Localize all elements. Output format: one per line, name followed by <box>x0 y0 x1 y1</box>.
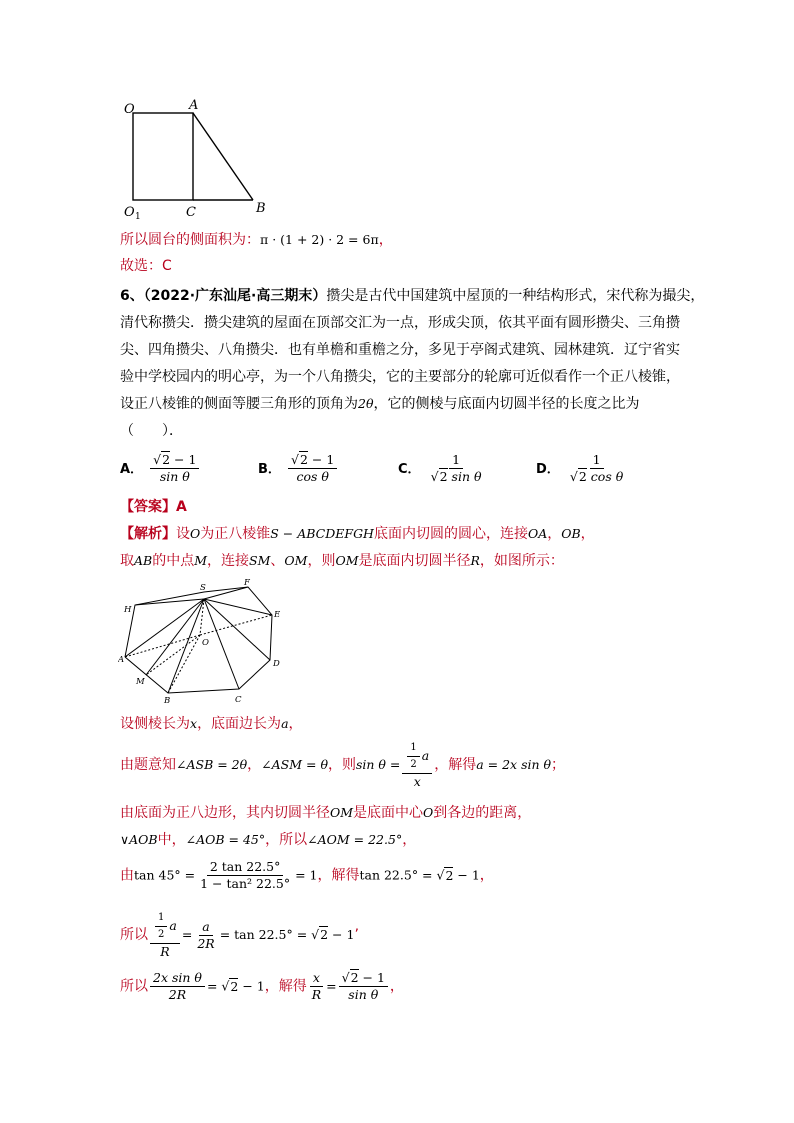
option-b-sqrt: 2 <box>299 452 308 467</box>
label-M: M <box>136 677 145 687</box>
label-O1: O <box>124 205 135 220</box>
lateral-formula: π · (1 + 2) · 2 = 6π <box>260 232 379 247</box>
label-A: A <box>118 655 125 665</box>
analysis-line-5: 由底面为正八边形，其内切圆半径OM是底面中心O到各边的距离， <box>120 805 532 821</box>
option-a-den: sin θ <box>159 469 190 484</box>
analysis-line-3: 设侧棱长为x，底面边长为a， <box>120 716 303 732</box>
label-B: B <box>164 696 171 706</box>
option-b-label: B． <box>258 462 281 477</box>
option-d-den-rest: cos θ <box>590 469 624 484</box>
option-c-label: C． <box>398 462 421 477</box>
question-source: （2022·广东汕尾·高三期末） <box>143 288 327 304</box>
option-a-num-rest: − 1 <box>170 452 197 467</box>
answer-line <box>120 494 187 520</box>
segment-OB <box>168 635 200 693</box>
rectangle-OACO1 <box>133 113 193 200</box>
option-c-den-rest: sin θ <box>451 469 482 484</box>
option-a-label: A． <box>120 462 144 477</box>
label-S: S <box>200 583 206 593</box>
label-O1-subscript: 1 <box>135 212 141 222</box>
option-d-label: D． <box>536 462 560 477</box>
label-O: O <box>124 102 135 117</box>
question-line-2: 清代称攒尖．攒尖建筑的屋面在顶部交汇为一点，形成尖顶，依其平面有圆形攒尖、三角攒 <box>120 315 680 331</box>
segment-OE <box>200 615 272 635</box>
option-a[interactable]: A． $\frac{√2 - 1}{\text{sin θ}}$ <box>120 452 201 485</box>
answer-tag: 【答案】 <box>120 499 176 515</box>
option-b-den: cos θ <box>296 469 329 484</box>
answer-blank: （ ）． <box>120 423 183 439</box>
option-c-num: 1 <box>449 452 463 469</box>
lateral-suffix: ， <box>378 232 393 248</box>
label-O: O <box>202 638 209 648</box>
question-number: 6、 <box>120 288 144 304</box>
edge-SF <box>204 587 248 599</box>
edge-SA <box>125 599 204 657</box>
analysis-line-2: 取AB的中点M，连接SM、OM，则OM是底面内切圆半径R，如图所示： <box>120 553 564 569</box>
analysis-line-9: 所以 $\frac{\text{2x sin θ}}{2R}$ = √2 − 1，解得 $\frac{x}{R}$ = $\frac{√2 - 1}{\text{sin θ}}$ ， <box>120 970 404 1002</box>
edge-SM <box>146 599 204 675</box>
label-A: A <box>189 98 199 113</box>
question-text-5a: 设正八棱锥的侧面等腰三角形的顶角为 <box>120 396 358 412</box>
question-line-1 <box>120 283 704 309</box>
edge-SC <box>204 599 239 689</box>
analysis-line-4: 由题意知∠ASB = 2θ，∠ASM = θ，则sin θ = $\frac{1}{2}$ a x ，解得a = 2x sin θ； <box>120 742 566 789</box>
analysis-line-1: 【解析】设O为正八棱锥S − ABCDEFGH底面内切圆的圆心，连接OA，OB， <box>120 526 595 542</box>
analysis-line-8: 所以 $\frac{1}{2}$ a R = $\frac{a}{2R}$ = tan 22.5° = √2 − 1’ <box>120 912 359 959</box>
apex-angle: 2θ <box>358 396 374 411</box>
edge-SE <box>204 599 272 615</box>
question-line-5 <box>120 391 639 417</box>
edge-SB <box>168 599 204 693</box>
option-b[interactable]: B． $\frac{√2 - 1}{\text{cos θ}}$ <box>258 452 339 485</box>
frustum-section-diagram <box>120 95 280 223</box>
question-text-1: 攒尖是古代中国建筑中屋顶的一种结构形式，宋代称为撮尖， <box>326 288 705 304</box>
label-C: C <box>186 205 196 220</box>
analysis-line-7: 由tan 45° = $\frac{2 \tan 22.5^\circ}{\text{1 − tan² 22.5°}}$ = 1，解得tan 22.5° = √2 − 1， <box>120 859 494 891</box>
question-line-3: 尖、四角攒尖、八角攒尖．也有单檐和重檐之分，多见于亭阁式建筑、园林建筑．辽宁省实 <box>120 342 680 358</box>
question-text-5b: ，它的侧棱与底面内切圆半径的长度之比为 <box>373 396 640 412</box>
option-c-sqrt: 2 <box>439 469 448 484</box>
lateral-area-line <box>120 227 393 253</box>
option-d-sqrt: 2 <box>578 469 587 484</box>
previous-answer: 故选：C <box>120 258 172 274</box>
label-D: D <box>273 659 280 669</box>
label-C: C <box>235 695 242 705</box>
option-b-num-rest: − 1 <box>307 452 335 467</box>
segment-OM <box>146 635 200 675</box>
analysis-tag: 【解析】 <box>120 526 176 542</box>
option-d-num: 1 <box>590 452 604 469</box>
lateral-prefix: 所以圆台的侧面积为： <box>120 232 260 248</box>
edge-SD <box>204 599 270 660</box>
label-E: E <box>274 610 281 620</box>
question-line-4: 验中学校园内的明心亭，为一个八角攒尖，它的主要部分的轮廓可近似看作一个正八棱锥， <box>120 369 680 385</box>
edge-SH <box>135 599 204 605</box>
answer-value: A <box>176 499 187 515</box>
analysis-line-6: ∨AOB中，∠AOB = 45°，所以∠AOM = 22.5°， <box>120 832 417 848</box>
label-H: H <box>124 605 132 615</box>
option-d[interactable]: D． $\frac{1}{\text{√2 cos θ}}$ <box>536 452 624 484</box>
option-a-sqrt: 2 <box>162 452 171 467</box>
label-F: F <box>244 578 250 588</box>
option-c[interactable]: C． $\frac{1}{\text{√2 sin θ}}$ <box>398 452 482 484</box>
octagonal-pyramid-diagram <box>118 578 290 706</box>
slant-edge-AB <box>193 113 253 200</box>
label-B: B <box>256 201 266 216</box>
